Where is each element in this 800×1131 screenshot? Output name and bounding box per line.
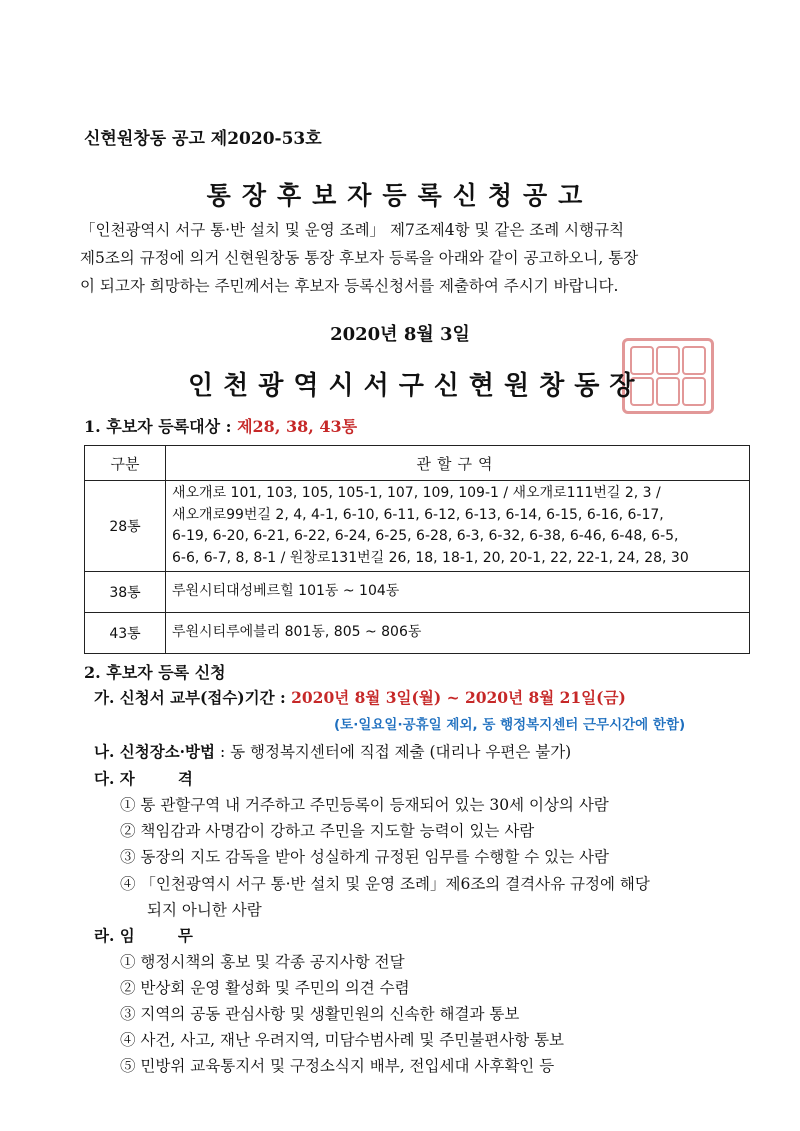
table-row	[85, 613, 750, 654]
application-place	[94, 740, 571, 762]
area-line: 6-19, 6-20, 6-21, 6-22, 6-24, 6-25, 6-28, 6-3, 6-32, 6-38, 6-46, 6-48, 6-5,	[172, 528, 679, 544]
duty-item: ① 행정시책의 홍보 및 각종 공지사항 전달	[120, 953, 405, 971]
table-cell-area	[166, 481, 750, 572]
section1-targets: 제28, 38, 43통	[237, 417, 358, 436]
area-line: 루원시티대성베르힐 101동 ~ 104동	[172, 583, 400, 600]
table-row	[85, 481, 750, 572]
section1-heading	[84, 414, 357, 437]
jurisdiction-table	[84, 445, 750, 654]
intro-line: 「인천광역시 서구 통·반 설치 및 운영 조례」 제7조제4항 및 같은 조례 시행규칙	[80, 221, 625, 239]
area-line: 6-6, 6-7, 8, 8-1 / 원창로131번길 26, 18, 18-1, 20, 20-1, 22, 22-1, 24, 28, 30	[172, 549, 689, 566]
section2-heading: 2. 후보자 등록 신청	[84, 663, 226, 682]
duty-item: ② 반상회 운영 활성화 및 주민의 의견 수렴	[120, 979, 410, 997]
place-label: 나. 신청장소·방법	[94, 742, 216, 761]
qualification-item-continuation: 되지 아니한 사람	[147, 901, 262, 919]
table-header-row	[85, 446, 750, 481]
intro-paragraph	[80, 216, 740, 300]
duty-heading: 라. 임 무	[94, 926, 193, 945]
qualification-item: ① 통 관할구역 내 거주하고 주민등록이 등재되어 있는 30세 이상의 사람	[120, 796, 609, 814]
qualification-item: ④ 「인천광역시 서구 통·반 설치 및 운영 조례」제6조의 결격사유 규정에 해당	[120, 875, 650, 893]
period-value: 2020년 8월 3일(월) ~ 2020년 8월 21일(금)	[291, 688, 626, 707]
period-label: 가. 신청서 교부(접수)기간 :	[94, 688, 292, 707]
section1-label: 1. 후보자 등록대상 :	[84, 417, 238, 436]
table-cell-area	[166, 613, 750, 654]
table-cell-area	[166, 572, 750, 613]
duty-item: ④ 사건, 사고, 재난 우려지역, 미담수범사례 및 주민불편사항 통보	[120, 1031, 565, 1049]
table-header-area: 관할구역	[166, 446, 750, 481]
intro-line: 제5조의 규정에 의거 신현원창동 통장 후보자 등록을 아래와 같이 공고하오니, 통장	[80, 249, 639, 267]
application-period	[94, 686, 626, 708]
table-cell-unit: 28통	[85, 481, 166, 572]
area-line: 새오개로 101, 103, 105, 105-1, 107, 109, 109-1 / 새오개로111번길 2, 3 /	[172, 485, 661, 501]
table-header-unit: 구분	[85, 446, 166, 481]
qualification-item: ③ 동장의 지도 감독을 받아 성실하게 규정된 임무를 수행할 수 있는 사람	[120, 848, 609, 866]
qualification-heading: 다. 자 격	[94, 769, 193, 788]
notice-date: 2020년 8월 3일	[330, 324, 470, 345]
intro-line: 이 되고자 희망하는 주민께서는 후보자 등록신청서를 제출하여 주시기 바랍니다.	[80, 277, 619, 295]
table-cell-unit: 38통	[85, 572, 166, 613]
area-line: 새오개로99번길 2, 4, 4-1, 6-10, 6-11, 6-12, 6-13, 6-14, 6-15, 6-16, 6-17,	[172, 506, 664, 523]
document-title: 통장후보자등록신청공고	[206, 181, 594, 210]
place-value: : 동 행정복지센터에 직접 제출 (대리나 우편은 불가)	[215, 743, 572, 761]
notice-number: 신현원창동 공고 제2020-53호	[84, 129, 322, 149]
period-note: (토·일요일·공휴일 제외, 동 행정복지센터 근무시간에 한함)	[334, 717, 686, 733]
area-line: 루원시티루에블리 801동, 805 ~ 806동	[172, 624, 422, 641]
duty-item: ③ 지역의 공동 관심사항 및 생활민원의 신속한 해결과 통보	[120, 1005, 520, 1023]
table-row	[85, 572, 750, 613]
issuer-name: 인천광역시서구신현원창동장	[188, 371, 645, 401]
qualification-item: ② 책임감과 사명감이 강하고 주민을 지도할 능력이 있는 사람	[120, 822, 535, 840]
duty-item: ⑤ 민방위 교육통지서 및 구정소식지 배부, 전입세대 사후확인 등	[120, 1057, 555, 1075]
table-cell-unit: 43통	[85, 613, 166, 654]
